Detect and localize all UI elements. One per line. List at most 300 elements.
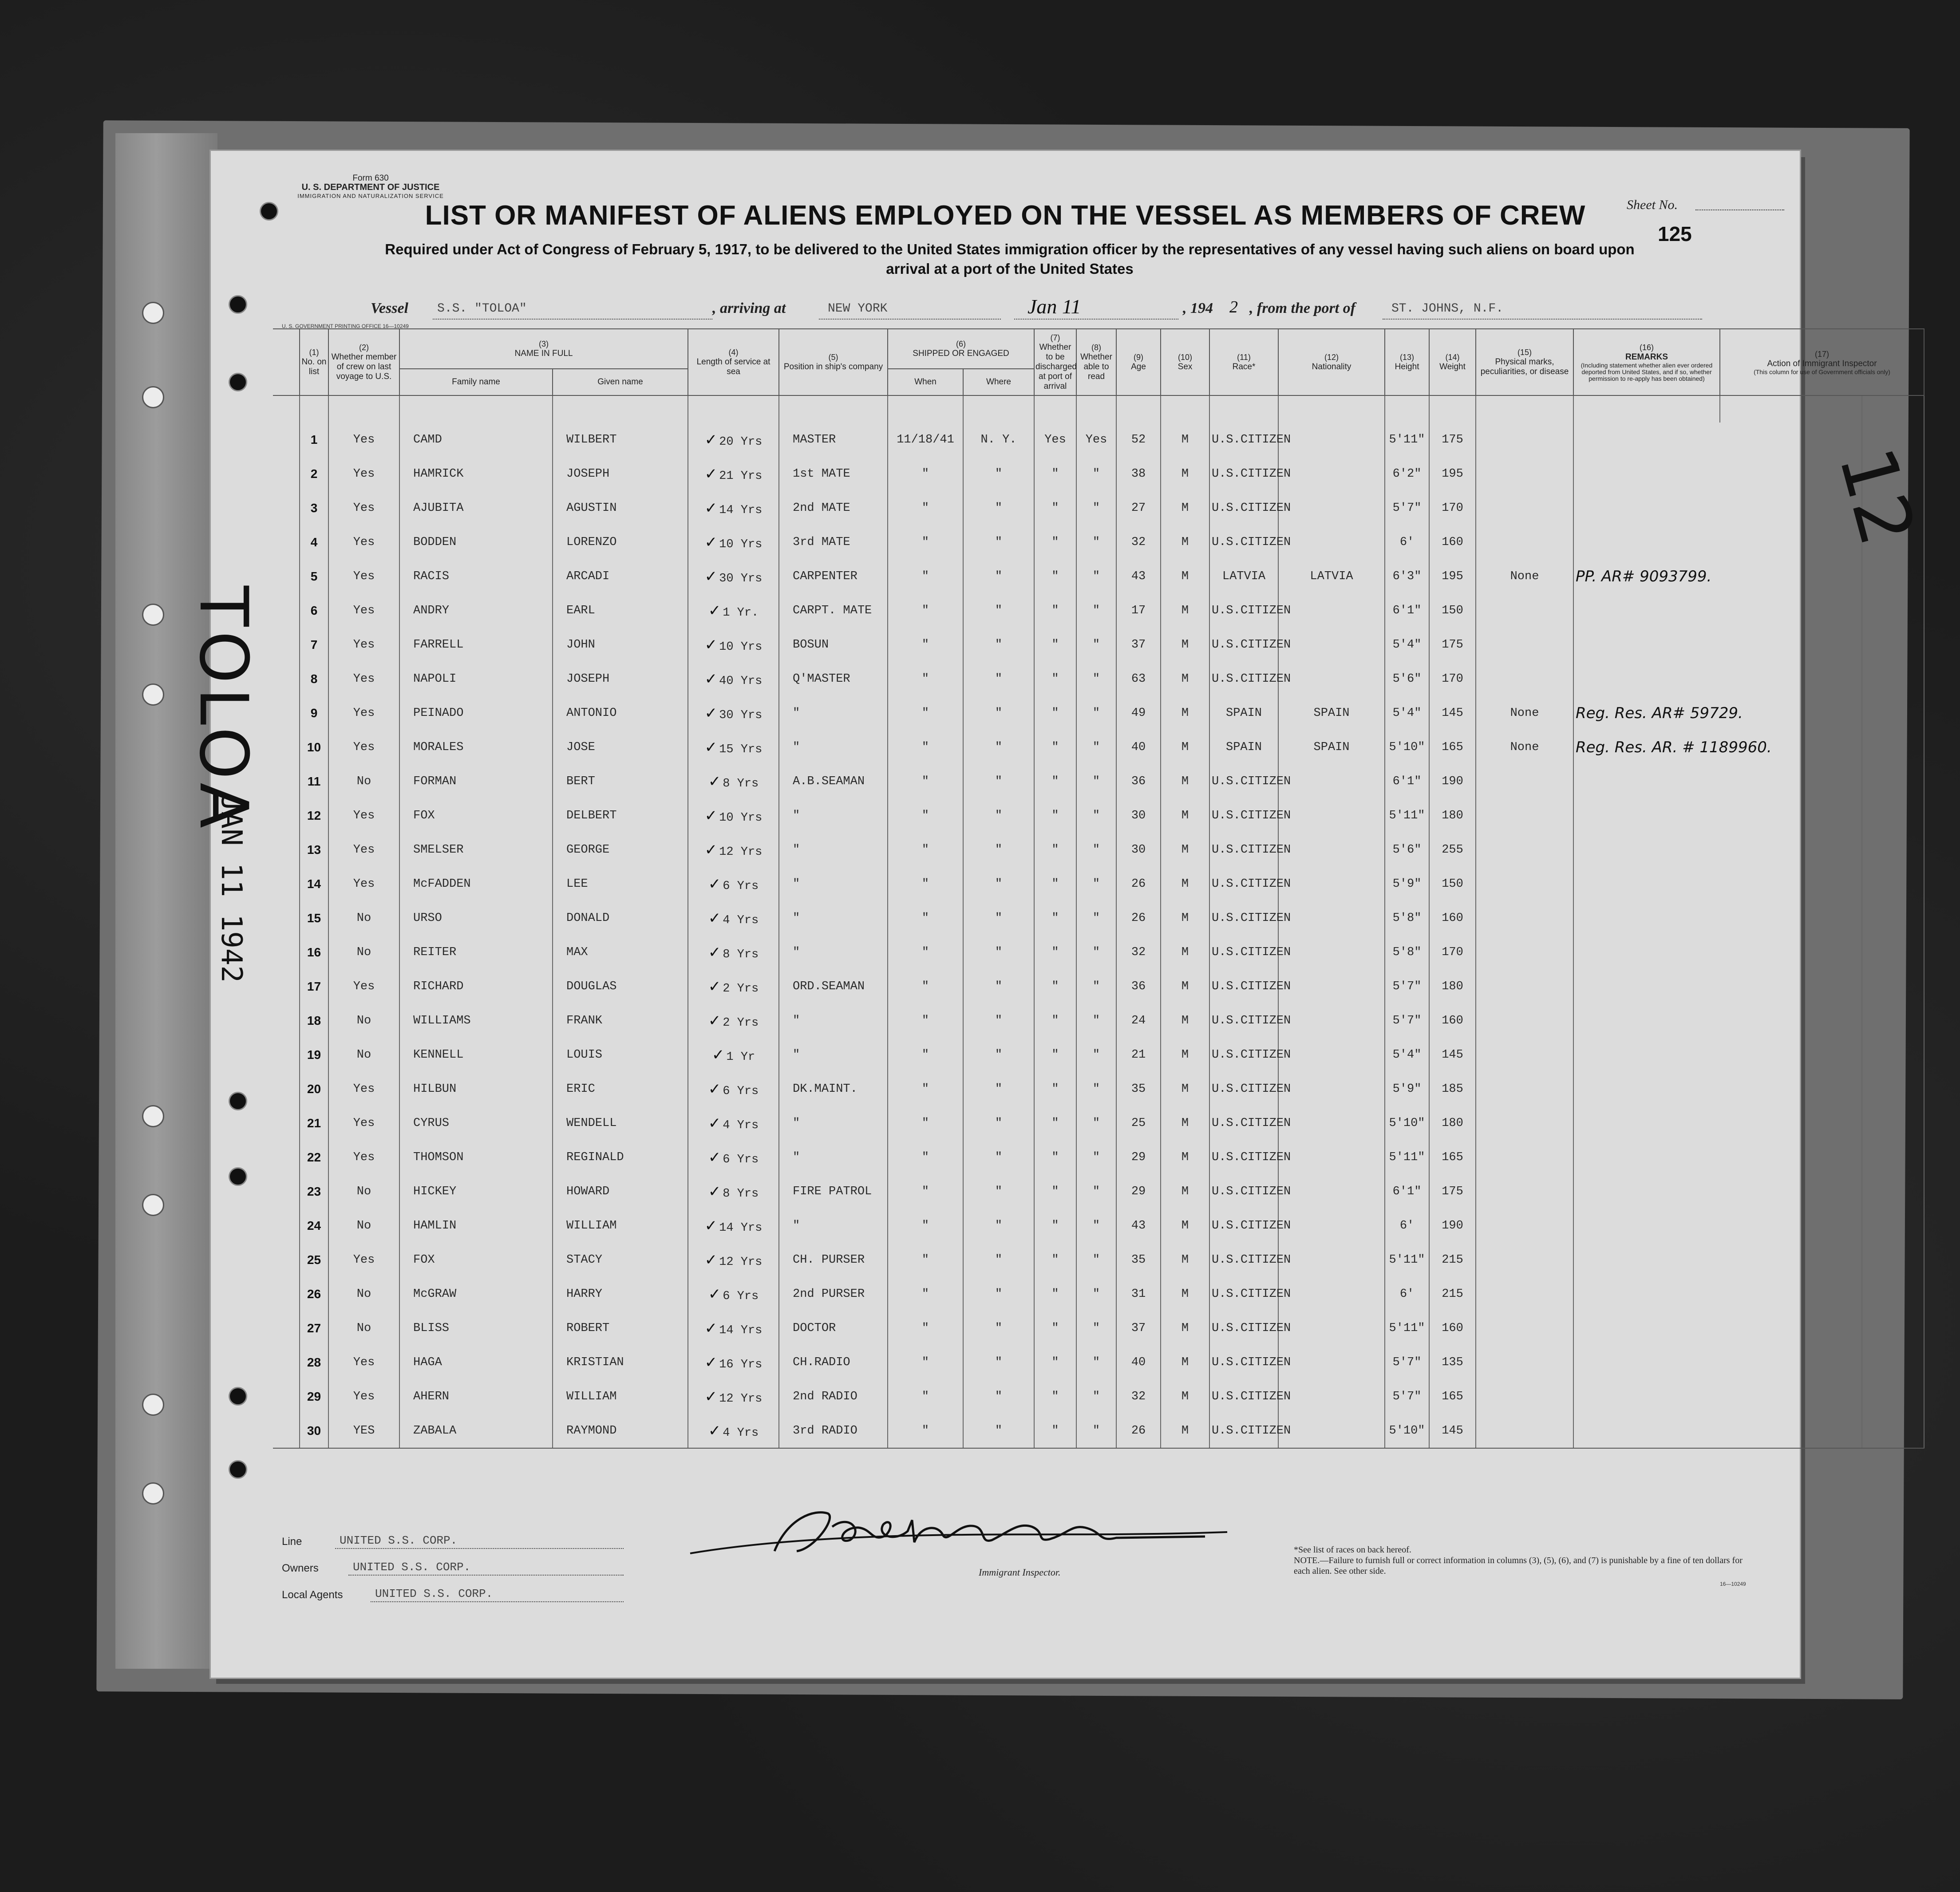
cell-marks — [1476, 628, 1573, 662]
cell-nationality — [1278, 628, 1385, 662]
cell-read: " — [1076, 1345, 1116, 1379]
punch-hole — [229, 1387, 247, 1406]
cell-discharged: " — [1034, 559, 1076, 593]
margin-cell — [273, 764, 300, 798]
cell-given: RAYMOND — [553, 1414, 688, 1448]
cell-inspector-action — [1862, 662, 1924, 696]
cell-position: " — [779, 901, 888, 935]
cell-read: " — [1076, 1174, 1116, 1209]
cell-sex: M — [1161, 1106, 1209, 1140]
cell-voyage: Yes — [328, 833, 399, 867]
cell-family: AHERN — [399, 1379, 553, 1414]
cell-discharged: " — [1034, 798, 1076, 833]
cell-no: 6 — [300, 593, 328, 628]
cell-age: 26 — [1116, 901, 1161, 935]
cell-read: " — [1076, 593, 1116, 628]
cell-discharged: " — [1034, 593, 1076, 628]
cell-where: " — [963, 457, 1034, 491]
cell-weight: 215 — [1429, 1277, 1476, 1311]
cell-inspector-action — [1862, 1038, 1924, 1072]
cell-family: HAGA — [399, 1345, 553, 1379]
cell-sex: M — [1161, 1209, 1209, 1243]
crew-row — [273, 423, 1924, 457]
cell-inspector-action — [1862, 1106, 1924, 1140]
footer-notes — [1294, 1544, 1760, 1576]
cell-given: JOHN — [553, 628, 688, 662]
check-mark-icon: ✓ — [704, 670, 718, 688]
cell-race: U.S.CITIZEN — [1209, 1277, 1278, 1311]
cell-inspector-action — [1862, 1345, 1924, 1379]
cell-remarks — [1573, 1106, 1862, 1140]
cell-service: ✓ 12 Yrs — [688, 833, 779, 867]
cell-position: 3rd RADIO — [779, 1414, 888, 1448]
cell-weight: 165 — [1429, 1140, 1476, 1174]
cell-service: ✓ 6 Yrs — [688, 867, 779, 901]
cell-when: " — [888, 593, 963, 628]
cell-race: SPAIN — [1209, 696, 1278, 730]
cell-inspector-action — [1862, 696, 1924, 730]
cell-voyage: Yes — [328, 1072, 399, 1106]
cell-remarks — [1573, 1072, 1862, 1106]
cell-age: 26 — [1116, 867, 1161, 901]
cell-position: " — [779, 935, 888, 969]
cell-when: " — [888, 969, 963, 1003]
cell-remarks — [1573, 1311, 1862, 1345]
crew-row — [273, 764, 1924, 798]
cell-sex: M — [1161, 491, 1209, 525]
year-suffix: 2 — [1229, 298, 1238, 316]
cell-no: 16 — [300, 935, 328, 969]
form-number: Form 630 — [352, 174, 389, 183]
cell-family: McFADDEN — [399, 867, 553, 901]
cell-given: AGUSTIN — [553, 491, 688, 525]
cell-when: " — [888, 1243, 963, 1277]
cell-no: 26 — [300, 1277, 328, 1311]
cell-age: 24 — [1116, 1003, 1161, 1038]
cell-voyage: Yes — [328, 662, 399, 696]
cell-voyage: No — [328, 935, 399, 969]
cell-read: Yes — [1076, 423, 1116, 457]
cell-position: 2nd PURSER — [779, 1277, 888, 1311]
cell-race: U.S.CITIZEN — [1209, 1003, 1278, 1038]
cell-nationality — [1278, 969, 1385, 1003]
crew-row — [273, 593, 1924, 628]
margin-cell — [273, 423, 300, 457]
cell-nationality — [1278, 525, 1385, 559]
cell-given: ERIC — [553, 1072, 688, 1106]
cell-where: " — [963, 525, 1034, 559]
cell-weight: 175 — [1429, 1174, 1476, 1209]
cell-when: " — [888, 764, 963, 798]
cell-family: HICKEY — [399, 1174, 553, 1209]
cell-voyage: Yes — [328, 1345, 399, 1379]
cell-inspector-action — [1862, 1209, 1924, 1243]
cell-given: BERT — [553, 764, 688, 798]
cell-position: 3rd MATE — [779, 525, 888, 559]
date-dotted-line — [1014, 319, 1178, 320]
cell-service: ✓ 6 Yrs — [688, 1140, 779, 1174]
cell-read: " — [1076, 935, 1116, 969]
margin-handwritten-mark: 12 — [1822, 438, 1932, 555]
punch-hole — [229, 1167, 247, 1186]
cell-height: 6'1" — [1385, 593, 1429, 628]
cell-inspector-action — [1862, 969, 1924, 1003]
line-label: Line — [282, 1536, 302, 1548]
cell-no: 28 — [300, 1345, 328, 1379]
cell-position: ORD.SEAMAN — [779, 969, 888, 1003]
cell-position: CARPT. MATE — [779, 593, 888, 628]
col-race: (11) Race* — [1209, 329, 1278, 395]
cell-marks — [1476, 1379, 1573, 1414]
cell-race: U.S.CITIZEN — [1209, 764, 1278, 798]
cell-read: " — [1076, 901, 1116, 935]
cell-given: LEE — [553, 867, 688, 901]
check-mark-icon: ✓ — [708, 1285, 721, 1303]
cell-service: ✓ 2 Yrs — [688, 1003, 779, 1038]
cell-where: " — [963, 1414, 1034, 1448]
cell-race: U.S.CITIZEN — [1209, 1345, 1278, 1379]
cell-weight: 160 — [1429, 1311, 1476, 1345]
manifest-title: LIST OR MANIFEST OF ALIENS EMPLOYED ON THE VESSEL AS MEMBERS OF CREW — [425, 200, 1586, 231]
cell-given: WENDELL — [553, 1106, 688, 1140]
cell-where: " — [963, 696, 1034, 730]
cell-service: ✓ 14 Yrs — [688, 1311, 779, 1345]
cell-weight: 190 — [1429, 764, 1476, 798]
cell-when: " — [888, 1209, 963, 1243]
cell-age: 63 — [1116, 662, 1161, 696]
check-mark-icon: ✓ — [708, 1080, 721, 1098]
cell-voyage: No — [328, 1003, 399, 1038]
cell-where: " — [963, 1003, 1034, 1038]
crew-row — [273, 935, 1924, 969]
vessel-name: S.S. "TOLOA" — [437, 302, 527, 316]
cell-race: U.S.CITIZEN — [1209, 491, 1278, 525]
cell-race: U.S.CITIZEN — [1209, 525, 1278, 559]
sheet-number: 125 — [1658, 222, 1692, 245]
margin-cell — [273, 901, 300, 935]
cell-marks — [1476, 525, 1573, 559]
cell-when: " — [888, 1140, 963, 1174]
check-mark-icon: ✓ — [708, 1114, 721, 1132]
cell-family: KENNELL — [399, 1038, 553, 1072]
cell-no: 24 — [300, 1209, 328, 1243]
cell-voyage: Yes — [328, 1140, 399, 1174]
cell-family: ANDRY — [399, 593, 553, 628]
cell-weight: 135 — [1429, 1345, 1476, 1379]
margin-cell — [273, 867, 300, 901]
cell-position: FIRE PATROL — [779, 1174, 888, 1209]
cell-given: MAX — [553, 935, 688, 969]
cell-no: 7 — [300, 628, 328, 662]
cell-when: " — [888, 1174, 963, 1209]
cell-sex: M — [1161, 1174, 1209, 1209]
check-mark-icon: ✓ — [708, 977, 721, 995]
cell-discharged: " — [1034, 525, 1076, 559]
cell-sex: M — [1161, 798, 1209, 833]
crew-row — [273, 867, 1924, 901]
cell-where: " — [963, 1174, 1034, 1209]
cell-inspector-action — [1862, 1072, 1924, 1106]
cell-weight: 160 — [1429, 901, 1476, 935]
cell-no: 12 — [300, 798, 328, 833]
check-mark-icon: ✓ — [704, 431, 718, 449]
cell-given: HOWARD — [553, 1174, 688, 1209]
cell-discharged: " — [1034, 1106, 1076, 1140]
cell-family: HILBUN — [399, 1072, 553, 1106]
vessel-label: Vessel — [371, 300, 408, 316]
cell-voyage: Yes — [328, 423, 399, 457]
cell-age: 52 — [1116, 423, 1161, 457]
cell-family: CAMD — [399, 423, 553, 457]
cell-nationality — [1278, 1345, 1385, 1379]
cell-marks — [1476, 1243, 1573, 1277]
cell-service: ✓ 14 Yrs — [688, 1209, 779, 1243]
cell-service: ✓ 1 Yr. — [688, 593, 779, 628]
cell-race: U.S.CITIZEN — [1209, 628, 1278, 662]
cell-voyage: Yes — [328, 559, 399, 593]
punch-hole — [229, 373, 247, 391]
binder-hole — [142, 386, 164, 408]
col-name-in-full: (3) NAME IN FULL — [399, 329, 688, 369]
cell-family: RICHARD — [399, 969, 553, 1003]
cell-sex: M — [1161, 935, 1209, 969]
cell-marks — [1476, 1038, 1573, 1072]
cell-discharged: " — [1034, 833, 1076, 867]
printer-note: U. S. GOVERNMENT PRINTING OFFICE 16—10249 — [282, 323, 409, 329]
margin-cell — [273, 798, 300, 833]
cell-family: PEINADO — [399, 696, 553, 730]
col-position: (5) Position in ship's company — [779, 329, 888, 395]
cell-race: U.S.CITIZEN — [1209, 1106, 1278, 1140]
check-mark-icon: ✓ — [704, 636, 718, 654]
cell-race: U.S.CITIZEN — [1209, 867, 1278, 901]
cell-no: 17 — [300, 969, 328, 1003]
cell-no: 22 — [300, 1140, 328, 1174]
cell-age: 43 — [1116, 1209, 1161, 1243]
cell-where: " — [963, 628, 1034, 662]
cell-age: 29 — [1116, 1140, 1161, 1174]
cell-read: " — [1076, 730, 1116, 764]
agents-value: UNITED S.S. CORP. — [375, 1587, 493, 1600]
punch-hole — [229, 1092, 247, 1110]
col-service-length: (4) Length of service at sea — [688, 329, 779, 395]
cell-height: 6'3" — [1385, 559, 1429, 593]
cell-race: U.S.CITIZEN — [1209, 593, 1278, 628]
cell-nationality — [1278, 1106, 1385, 1140]
cell-sex: M — [1161, 1379, 1209, 1414]
cell-weight: 180 — [1429, 798, 1476, 833]
cell-read: " — [1076, 1277, 1116, 1311]
cell-age: 40 — [1116, 1345, 1161, 1379]
cell-read: " — [1076, 1106, 1116, 1140]
cell-race: U.S.CITIZEN — [1209, 1072, 1278, 1106]
col-list-number: (1) No. on list — [300, 329, 328, 395]
cell-weight: 150 — [1429, 867, 1476, 901]
cell-height: 5'8" — [1385, 901, 1429, 935]
cell-position: " — [779, 1038, 888, 1072]
cell-weight: 160 — [1429, 525, 1476, 559]
cell-age: 31 — [1116, 1277, 1161, 1311]
cell-inspector-action — [1862, 901, 1924, 935]
cell-given: JOSE — [553, 730, 688, 764]
cell-inspector-action — [1862, 593, 1924, 628]
penalty-note: NOTE.—Failure to furnish full or correct information in columns (3), (5), (6), and (7) is punishable by a fine of ten dollars for each alien. See other side. — [1294, 1556, 1743, 1576]
crew-row — [273, 696, 1924, 730]
cell-weight: 175 — [1429, 628, 1476, 662]
col-given-name: Given name — [553, 369, 688, 395]
cell-remarks — [1573, 1345, 1862, 1379]
service-name: IMMIGRATION AND NATURALIZATION SERVICE — [297, 193, 444, 199]
cell-where: N. Y. — [963, 423, 1034, 457]
cell-family: HAMLIN — [399, 1209, 553, 1243]
crew-row — [273, 730, 1924, 764]
cell-marks — [1476, 867, 1573, 901]
check-mark-icon: ✓ — [708, 772, 721, 790]
cell-height: 5'4" — [1385, 1038, 1429, 1072]
cell-read: " — [1076, 1414, 1116, 1448]
origin-dotted-line — [1383, 319, 1702, 320]
cell-given: WILLIAM — [553, 1209, 688, 1243]
cell-given: JOSEPH — [553, 457, 688, 491]
cell-discharged: " — [1034, 1379, 1076, 1414]
col-able-to-read: (8) Whether able to read — [1076, 329, 1116, 395]
crew-row — [273, 457, 1924, 491]
cell-sex: M — [1161, 1038, 1209, 1072]
cell-height: 5'6" — [1385, 833, 1429, 867]
cell-when: " — [888, 491, 963, 525]
cell-family: BODDEN — [399, 525, 553, 559]
cell-age: 35 — [1116, 1072, 1161, 1106]
cell-age: 38 — [1116, 457, 1161, 491]
cell-nationality — [1278, 457, 1385, 491]
cell-weight: 145 — [1429, 1414, 1476, 1448]
cell-nationality — [1278, 798, 1385, 833]
cell-remarks — [1573, 593, 1862, 628]
cell-height: 6' — [1385, 1277, 1429, 1311]
cell-family: HAMRICK — [399, 457, 553, 491]
cell-nationality: LATVIA — [1278, 559, 1385, 593]
margin-cell — [273, 833, 300, 867]
cell-age: 43 — [1116, 559, 1161, 593]
cell-weight: 170 — [1429, 662, 1476, 696]
cell-nationality — [1278, 1209, 1385, 1243]
margin-cell — [273, 662, 300, 696]
cell-where: " — [963, 764, 1034, 798]
cell-age: 40 — [1116, 730, 1161, 764]
cell-no: 29 — [300, 1379, 328, 1414]
cell-service: ✓ 8 Yrs — [688, 1174, 779, 1209]
check-mark-icon: ✓ — [708, 943, 721, 961]
cell-marks — [1476, 1209, 1573, 1243]
cell-when: 11/18/41 — [888, 423, 963, 457]
cell-height: 6'2" — [1385, 457, 1429, 491]
cell-sex: M — [1161, 901, 1209, 935]
cell-remarks — [1573, 491, 1862, 525]
cell-where: " — [963, 559, 1034, 593]
agents-dotted — [371, 1601, 624, 1602]
cell-service: ✓ 12 Yrs — [688, 1379, 779, 1414]
cell-marks: None — [1476, 559, 1573, 593]
margin-cell — [273, 593, 300, 628]
cell-where: " — [963, 1209, 1034, 1243]
cell-position: " — [779, 696, 888, 730]
cell-voyage: Yes — [328, 525, 399, 559]
cell-position: " — [779, 1209, 888, 1243]
crew-row — [273, 1072, 1924, 1106]
table-spacer-row — [273, 395, 1924, 423]
cell-height: 5'11" — [1385, 1140, 1429, 1174]
cell-height: 5'6" — [1385, 662, 1429, 696]
cell-marks: None — [1476, 696, 1573, 730]
cell-read: " — [1076, 1003, 1116, 1038]
cell-marks — [1476, 1174, 1573, 1209]
cell-race: U.S.CITIZEN — [1209, 901, 1278, 935]
check-mark-icon: ✓ — [708, 1182, 721, 1201]
cell-marks — [1476, 593, 1573, 628]
cell-no: 8 — [300, 662, 328, 696]
cell-weight: 145 — [1429, 696, 1476, 730]
cell-race: U.S.CITIZEN — [1209, 457, 1278, 491]
cell-discharged: " — [1034, 969, 1076, 1003]
cell-weight: 195 — [1429, 457, 1476, 491]
crew-row — [273, 1243, 1924, 1277]
cell-sex: M — [1161, 867, 1209, 901]
crew-row — [273, 833, 1924, 867]
crew-row — [273, 559, 1924, 593]
cell-no: 18 — [300, 1003, 328, 1038]
cell-marks — [1476, 1345, 1573, 1379]
cell-given: WILLIAM — [553, 1379, 688, 1414]
margin-cell — [273, 1277, 300, 1311]
cell-no: 3 — [300, 491, 328, 525]
crew-row — [273, 901, 1924, 935]
cell-nationality — [1278, 662, 1385, 696]
col-weight: (14) Weight — [1429, 329, 1476, 395]
stamp-date: JAN 11 1942 — [215, 794, 248, 983]
cell-service: ✓ 1 Yr — [688, 1038, 779, 1072]
cell-no: 23 — [300, 1174, 328, 1209]
check-mark-icon: ✓ — [704, 704, 718, 722]
department-name: U. S. DEPARTMENT OF JUSTICE — [301, 182, 440, 192]
cell-service: ✓ 6 Yrs — [688, 1277, 779, 1311]
cell-no: 19 — [300, 1038, 328, 1072]
cell-age: 32 — [1116, 1379, 1161, 1414]
cell-race: U.S.CITIZEN — [1209, 662, 1278, 696]
cell-sex: M — [1161, 525, 1209, 559]
cell-read: " — [1076, 969, 1116, 1003]
cell-nationality — [1278, 1072, 1385, 1106]
crew-row — [273, 1038, 1924, 1072]
cell-remarks — [1573, 1243, 1862, 1277]
binder-hole — [142, 1394, 164, 1416]
cell-race: LATVIA — [1209, 559, 1278, 593]
check-mark-icon: ✓ — [708, 1422, 721, 1440]
cell-where: " — [963, 730, 1034, 764]
cell-height: 5'9" — [1385, 867, 1429, 901]
cell-read: " — [1076, 525, 1116, 559]
cell-discharged: " — [1034, 491, 1076, 525]
cell-position: CH. PURSER — [779, 1243, 888, 1277]
cell-position: CARPENTER — [779, 559, 888, 593]
cell-service: ✓ 30 Yrs — [688, 559, 779, 593]
cell-read: " — [1076, 867, 1116, 901]
cell-remarks — [1573, 525, 1862, 559]
cell-service: ✓ 10 Yrs — [688, 628, 779, 662]
cell-where: " — [963, 1106, 1034, 1140]
cell-marks — [1476, 1003, 1573, 1038]
cell-when: " — [888, 1311, 963, 1345]
margin-cell — [273, 969, 300, 1003]
